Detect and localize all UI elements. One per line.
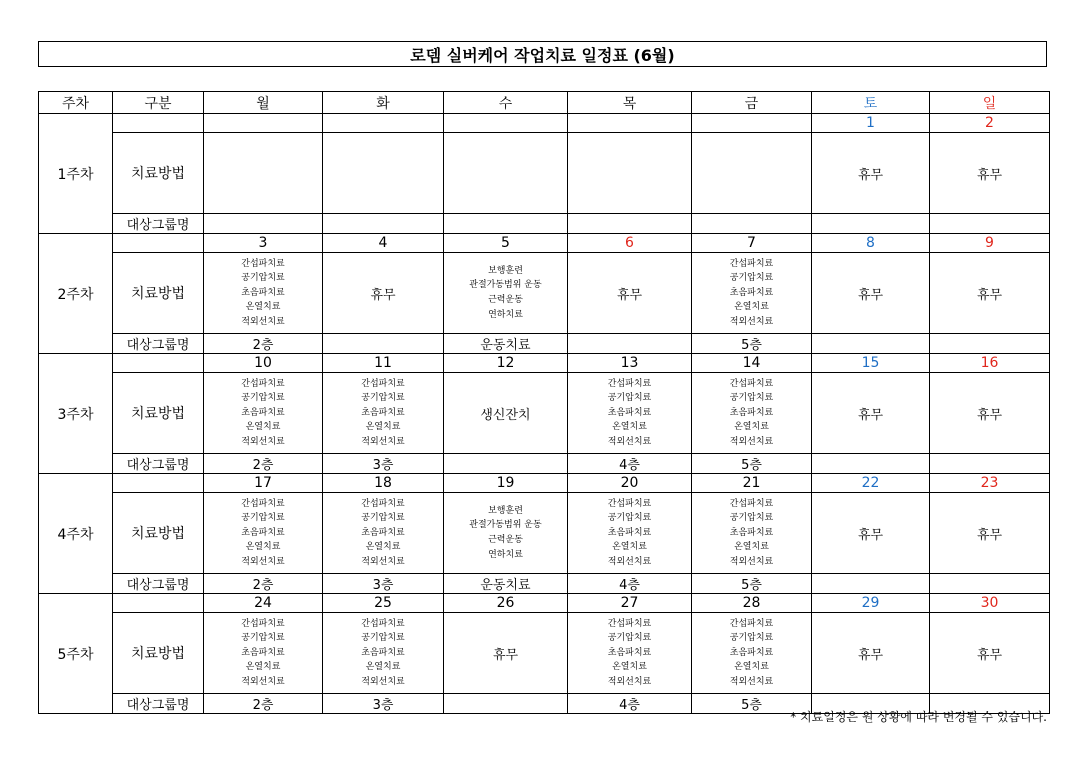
method-item: 온열치료 — [245, 662, 281, 673]
method-list — [568, 377, 691, 450]
group-cell-thu — [568, 334, 692, 354]
week-label: 3주차 — [39, 354, 113, 474]
date-cell-sat: 8 — [812, 234, 930, 253]
method-cell-sat — [812, 493, 930, 574]
method-list — [444, 264, 567, 322]
week-group-row — [39, 574, 1050, 594]
method-item: 초음파치료 — [607, 407, 652, 418]
method-item: 초음파치료 — [729, 647, 774, 658]
method-item: 초음파치료 — [607, 527, 652, 538]
header-row — [39, 92, 1050, 114]
week-method-row — [39, 493, 1050, 574]
method-list — [204, 617, 322, 690]
date-cell-sun: 2 — [930, 114, 1050, 133]
group-cell-sat — [812, 454, 930, 474]
date-cell-tue: 4 — [323, 234, 444, 253]
method-cell-sun — [930, 373, 1050, 454]
method-item: 공기압치료 — [361, 633, 405, 644]
method-cell-fri — [692, 133, 812, 214]
week-group-row — [39, 214, 1050, 234]
method-cell-tue — [323, 493, 444, 574]
method-item: 휴무 — [616, 287, 643, 303]
method-list — [444, 504, 567, 562]
method-item: 적외선치료 — [241, 436, 285, 447]
header-tue: 화 — [323, 92, 444, 114]
group-cell-fri — [692, 214, 812, 234]
method-item: 휴무 — [857, 407, 884, 423]
group-cell-thu: 4층 — [568, 454, 692, 474]
method-list — [323, 497, 443, 570]
method-cell-sun — [930, 613, 1050, 694]
method-item: 온열치료 — [365, 422, 401, 433]
group-cell-sun — [930, 454, 1050, 474]
method-list — [568, 497, 691, 570]
method-list — [568, 617, 691, 690]
week-date-row — [39, 234, 1050, 253]
week-method-row — [39, 613, 1050, 694]
method-item: 휴무 — [976, 647, 1003, 663]
method-item: 공기압치료 — [729, 633, 774, 644]
group-cell-sat — [812, 334, 930, 354]
method-list — [323, 617, 443, 690]
date-label-cell — [113, 474, 204, 493]
method-cell-sat — [812, 133, 930, 214]
group-label: 대상그룹명 — [113, 574, 204, 594]
method-item: 초음파치료 — [361, 407, 405, 418]
group-label: 대상그룹명 — [113, 454, 204, 474]
group-cell-wed: 운동치료 — [444, 574, 568, 594]
group-cell-mon: 2층 — [204, 694, 323, 714]
method-list — [204, 377, 322, 450]
date-cell-mon: 17 — [204, 474, 323, 493]
method-item: 간섭파치료 — [241, 258, 285, 269]
date-cell-sat: 1 — [812, 114, 930, 133]
method-cell-sat — [812, 373, 930, 454]
method-item: 공기압치료 — [241, 273, 285, 284]
date-cell-thu — [568, 114, 692, 133]
method-cell-tue — [323, 133, 444, 214]
method-item: 온열치료 — [245, 302, 281, 313]
method-item: 온열치료 — [612, 662, 647, 673]
method-item: 휴무 — [976, 167, 1003, 183]
method-item: 간섭파치료 — [607, 618, 652, 629]
week-date-row — [39, 354, 1050, 373]
date-cell-wed: 12 — [444, 354, 568, 373]
method-cell-sun — [930, 493, 1050, 574]
method-list — [204, 257, 322, 330]
group-cell-thu — [568, 214, 692, 234]
date-cell-mon: 24 — [204, 594, 323, 613]
method-item: 온열치료 — [612, 422, 647, 433]
date-cell-thu: 6 — [568, 234, 692, 253]
week-date-row — [39, 594, 1050, 613]
method-item: 온열치료 — [734, 662, 769, 673]
method-cell-wed — [444, 253, 568, 334]
method-cell-wed — [444, 493, 568, 574]
date-cell-wed — [444, 114, 568, 133]
method-list — [692, 497, 811, 570]
method-item: 온열치료 — [612, 542, 647, 553]
date-label-cell — [113, 114, 204, 133]
date-cell-thu: 13 — [568, 354, 692, 373]
date-cell-fri: 14 — [692, 354, 812, 373]
date-label-cell — [113, 354, 204, 373]
method-item: 간섭파치료 — [729, 378, 774, 389]
date-cell-sun: 16 — [930, 354, 1050, 373]
method-item: 공기압치료 — [729, 393, 774, 404]
date-cell-tue: 18 — [323, 474, 444, 493]
method-cell-fri — [692, 613, 812, 694]
method-item: 적외선치료 — [729, 556, 774, 567]
group-cell-fri: 5층 — [692, 574, 812, 594]
method-item: 간섭파치료 — [241, 498, 285, 509]
method-cell-thu — [568, 253, 692, 334]
group-cell-sat — [812, 574, 930, 594]
date-cell-wed: 19 — [444, 474, 568, 493]
method-item: 적외선치료 — [729, 436, 774, 447]
group-cell-sun — [930, 334, 1050, 354]
method-item: 온열치료 — [365, 542, 401, 553]
method-cell-sat — [812, 613, 930, 694]
method-item: 간섭파치료 — [607, 378, 652, 389]
footnote: * 치료일정은 원 상황에 따라 변경될 수 있습니다. — [790, 710, 1047, 724]
method-item: 근력운동 — [488, 295, 523, 305]
method-list — [323, 377, 443, 450]
method-cell-sun — [930, 133, 1050, 214]
schedule-body — [39, 114, 1050, 714]
method-item: 초음파치료 — [241, 407, 285, 418]
method-item: 초음파치료 — [241, 647, 285, 658]
method-item: 초음파치료 — [241, 527, 285, 538]
method-cell-thu — [568, 493, 692, 574]
method-item: 휴무 — [857, 527, 884, 543]
method-cell-thu — [568, 133, 692, 214]
header-sun: 일 — [930, 92, 1050, 114]
group-cell-mon: 2층 — [204, 454, 323, 474]
method-item: 적외선치료 — [729, 676, 774, 687]
group-cell-mon: 2층 — [204, 574, 323, 594]
week-group-row — [39, 334, 1050, 354]
method-item: 적외선치료 — [241, 676, 285, 687]
method-cell-thu — [568, 373, 692, 454]
method-item: 공기압치료 — [607, 633, 652, 644]
date-cell-tue: 25 — [323, 594, 444, 613]
method-cell-fri — [692, 493, 812, 574]
method-item: 간섭파치료 — [729, 618, 774, 629]
date-cell-sun: 30 — [930, 594, 1050, 613]
method-item: 보행훈련 — [488, 505, 523, 516]
week-method-row — [39, 253, 1050, 334]
header-fri: 금 — [692, 92, 812, 114]
week-date-row — [39, 474, 1050, 493]
date-cell-sat: 22 — [812, 474, 930, 493]
group-cell-fri: 5층 — [692, 694, 812, 714]
date-cell-sun: 23 — [930, 474, 1050, 493]
group-cell-tue — [323, 214, 444, 234]
method-cell-mon — [204, 373, 323, 454]
method-item: 휴무 — [370, 287, 396, 303]
method-item: 온열치료 — [245, 422, 281, 433]
method-label: 치료방법 — [113, 133, 204, 214]
date-cell-fri: 21 — [692, 474, 812, 493]
group-cell-tue: 3층 — [323, 574, 444, 594]
group-cell-thu: 4층 — [568, 694, 692, 714]
method-item: 근력운동 — [488, 535, 523, 545]
method-item: 생신잔치 — [480, 407, 531, 423]
method-item: 초음파치료 — [607, 647, 652, 658]
method-cell-wed — [444, 133, 568, 214]
method-cell-fri — [692, 373, 812, 454]
method-item: 적외선치료 — [361, 556, 405, 567]
week-date-row — [39, 114, 1050, 133]
method-cell-mon — [204, 493, 323, 574]
method-item: 휴무 — [976, 407, 1003, 423]
method-item: 공기압치료 — [241, 393, 285, 404]
week-label: 1주차 — [39, 114, 113, 234]
method-item: 공기압치료 — [729, 513, 774, 524]
week-group-row — [39, 454, 1050, 474]
date-cell-tue: 11 — [323, 354, 444, 373]
group-cell-tue — [323, 334, 444, 354]
method-item: 공기압치료 — [241, 513, 285, 524]
method-item: 적외선치료 — [607, 436, 652, 447]
header-thu: 목 — [568, 92, 692, 114]
method-item: 온열치료 — [245, 542, 281, 553]
method-item: 휴무 — [857, 647, 884, 663]
method-item: 관절가동범위 운동 — [469, 280, 542, 291]
date-cell-mon — [204, 114, 323, 133]
group-cell-wed — [444, 454, 568, 474]
date-cell-fri: 7 — [692, 234, 812, 253]
method-item: 간섭파치료 — [729, 498, 774, 509]
method-item: 공기압치료 — [729, 273, 774, 284]
header-category: 구분 — [113, 92, 204, 114]
method-item: 휴무 — [857, 167, 884, 183]
method-label: 치료방법 — [113, 613, 204, 694]
method-item: 적외선치료 — [361, 676, 405, 687]
method-cell-mon — [204, 613, 323, 694]
method-cell-sat — [812, 253, 930, 334]
date-cell-wed: 26 — [444, 594, 568, 613]
week-label: 4주차 — [39, 474, 113, 594]
method-item: 휴무 — [976, 287, 1003, 303]
group-cell-fri: 5층 — [692, 334, 812, 354]
method-item: 적외선치료 — [361, 436, 405, 447]
method-item: 보행훈련 — [488, 265, 523, 276]
week-method-row — [39, 133, 1050, 214]
method-item: 연하치료 — [488, 549, 523, 560]
method-cell-sun — [930, 253, 1050, 334]
method-cell-tue — [323, 613, 444, 694]
group-cell-mon — [204, 214, 323, 234]
method-cell-mon — [204, 133, 323, 214]
group-cell-wed: 운동치료 — [444, 334, 568, 354]
method-item: 공기압치료 — [607, 513, 652, 524]
method-item: 휴무 — [492, 647, 519, 663]
method-label: 치료방법 — [113, 373, 204, 454]
page-title: 로뎀 실버케어 작업치료 일정표 (6월) — [38, 41, 1047, 67]
date-cell-thu: 20 — [568, 474, 692, 493]
method-item: 초음파치료 — [241, 287, 285, 298]
week-label: 5주차 — [39, 594, 113, 714]
date-cell-sat: 15 — [812, 354, 930, 373]
date-cell-fri — [692, 114, 812, 133]
week-method-row — [39, 373, 1050, 454]
method-item: 적외선치료 — [607, 676, 652, 687]
method-item: 관절가동범위 운동 — [469, 520, 542, 531]
method-list — [692, 257, 811, 330]
group-cell-sun — [930, 574, 1050, 594]
method-item: 간섭파치료 — [241, 618, 285, 629]
method-item: 적외선치료 — [241, 556, 285, 567]
group-cell-mon: 2층 — [204, 334, 323, 354]
header-sat: 토 — [812, 92, 930, 114]
method-item: 온열치료 — [734, 542, 769, 553]
method-item: 간섭파치료 — [241, 378, 285, 389]
method-item: 적외선치료 — [241, 316, 285, 327]
group-cell-wed — [444, 694, 568, 714]
method-item: 초음파치료 — [729, 527, 774, 538]
method-label: 치료방법 — [113, 253, 204, 334]
method-label: 치료방법 — [113, 493, 204, 574]
method-cell-tue — [323, 373, 444, 454]
method-cell-wed — [444, 373, 568, 454]
group-cell-wed — [444, 214, 568, 234]
method-item: 공기압치료 — [361, 393, 405, 404]
date-label-cell — [113, 594, 204, 613]
method-item: 적외선치료 — [729, 316, 774, 327]
method-item: 초음파치료 — [361, 527, 405, 538]
group-label: 대상그룹명 — [113, 334, 204, 354]
group-cell-fri: 5층 — [692, 454, 812, 474]
group-label: 대상그룹명 — [113, 694, 204, 714]
method-item: 적외선치료 — [607, 556, 652, 567]
method-item: 간섭파치료 — [607, 498, 652, 509]
method-cell-tue — [323, 253, 444, 334]
method-list — [692, 617, 811, 690]
date-cell-sun: 9 — [930, 234, 1050, 253]
method-item: 온열치료 — [365, 662, 401, 673]
date-cell-mon: 10 — [204, 354, 323, 373]
method-item: 초음파치료 — [361, 647, 405, 658]
date-cell-mon: 3 — [204, 234, 323, 253]
group-label: 대상그룹명 — [113, 214, 204, 234]
method-item: 온열치료 — [734, 302, 769, 313]
schedule-table — [38, 91, 1050, 714]
method-cell-thu — [568, 613, 692, 694]
group-cell-tue: 3층 — [323, 694, 444, 714]
date-cell-tue — [323, 114, 444, 133]
method-cell-wed — [444, 613, 568, 694]
method-item: 간섭파치료 — [361, 498, 405, 509]
date-cell-wed: 5 — [444, 234, 568, 253]
header-mon: 월 — [204, 92, 323, 114]
group-cell-sat — [812, 214, 930, 234]
date-label-cell — [113, 234, 204, 253]
method-item: 온열치료 — [734, 422, 769, 433]
group-cell-thu: 4층 — [568, 574, 692, 594]
method-list — [204, 497, 322, 570]
date-cell-sat: 29 — [812, 594, 930, 613]
header-wed: 수 — [444, 92, 568, 114]
method-item: 연하치료 — [488, 309, 523, 320]
date-cell-thu: 27 — [568, 594, 692, 613]
method-item: 간섭파치료 — [361, 378, 405, 389]
method-cell-mon — [204, 253, 323, 334]
group-cell-sun — [930, 214, 1050, 234]
week-label: 2주차 — [39, 234, 113, 354]
method-item: 휴무 — [857, 287, 884, 303]
method-item: 간섭파치료 — [729, 258, 774, 269]
header-week: 주차 — [39, 92, 113, 114]
method-cell-fri — [692, 253, 812, 334]
method-item: 공기압치료 — [241, 633, 285, 644]
method-item: 공기압치료 — [361, 513, 405, 524]
method-item: 휴무 — [976, 527, 1003, 543]
method-item: 간섭파치료 — [361, 618, 405, 629]
method-item: 초음파치료 — [729, 287, 774, 298]
group-cell-tue: 3층 — [323, 454, 444, 474]
method-item: 공기압치료 — [607, 393, 652, 404]
date-cell-fri: 28 — [692, 594, 812, 613]
method-item: 초음파치료 — [729, 407, 774, 418]
method-list — [692, 377, 811, 450]
